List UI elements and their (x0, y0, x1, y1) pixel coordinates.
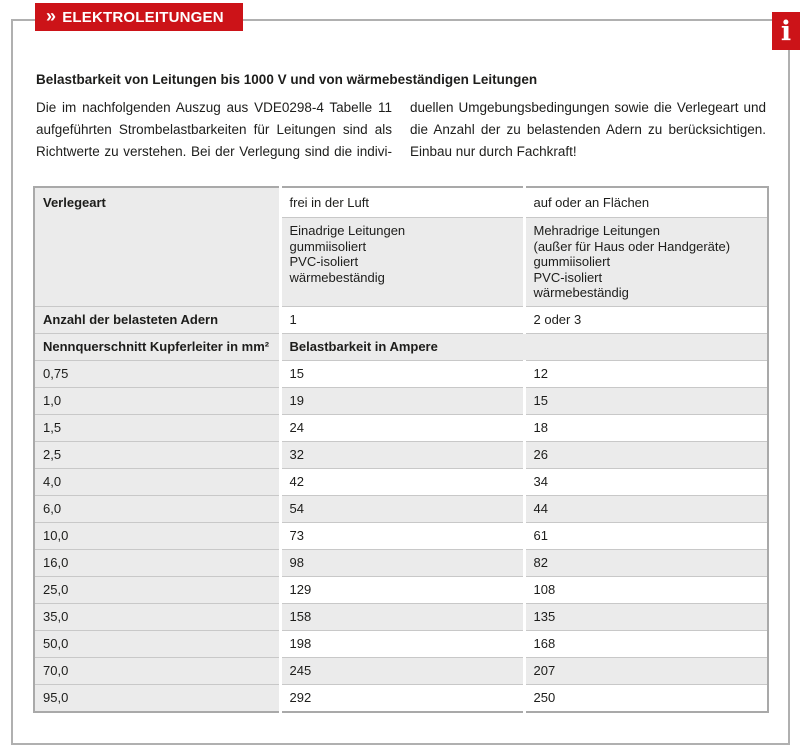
querschnitt-cell: 6,0 (34, 495, 280, 522)
table-row (34, 657, 768, 684)
flaechen-value-cell: 250 (524, 684, 768, 712)
table-row (34, 549, 768, 576)
intro-line: Einbau nur durch Fachkraft! (410, 144, 577, 159)
table-row (34, 630, 768, 657)
frei-value-cell: 24 (280, 414, 524, 441)
flaechen-value-cell: 26 (524, 441, 768, 468)
table-row-spaltenkoepfe (34, 333, 768, 360)
frei-value-cell: 98 (280, 549, 524, 576)
table-row (34, 441, 768, 468)
chevron-right-icon: » (46, 6, 57, 26)
flaechen-value-cell: 168 (524, 630, 768, 657)
adern-label-cell: Anzahl der belasteten Adern (34, 306, 280, 333)
querschnitt-cell: 4,0 (34, 468, 280, 495)
querschnitt-cell: 1,0 (34, 387, 280, 414)
flaechen-header-cell: auf oder an Flächen (524, 187, 768, 218)
page-content (33, 72, 767, 713)
type-line: PVC-isoliert (533, 269, 603, 285)
frei-value-cell: 15 (280, 360, 524, 387)
intro-line: Die im nachfolgenden Auszug aus VDE0298-4 Tabelle 11 (36, 100, 392, 115)
adern-flaechen-cell: 2 oder 3 (524, 306, 768, 333)
type-line: gummiisoliert (533, 254, 611, 269)
ampere-label-cell: Belastbarkeit in Ampere (280, 333, 768, 360)
querschnitt-cell: 25,0 (34, 576, 280, 603)
querschnitt-cell: 10,0 (34, 522, 280, 549)
type-line: Mehradrige Leitungen (533, 223, 660, 238)
querschnitt-cell: 95,0 (34, 684, 280, 712)
table-row (34, 576, 768, 603)
table-row (34, 414, 768, 441)
intro-line: die Anzahl der zu belastenden Adern zu berücksichtigen. (410, 122, 766, 137)
flaechen-value-cell: 135 (524, 603, 768, 630)
intro-paragraph (36, 97, 767, 163)
flaechen-value-cell: 18 (524, 414, 768, 441)
querschnitt-label-cell: Nennquerschnitt Kupferleiter in mm² (34, 333, 280, 360)
adern-frei-cell: 1 (280, 306, 524, 333)
section-header (35, 3, 243, 31)
querschnitt-cell: 35,0 (34, 603, 280, 630)
table-row (34, 684, 768, 712)
flaechen-value-cell: 15 (524, 387, 768, 414)
flaechen-value-cell: 61 (524, 522, 768, 549)
load-capacity-table (33, 186, 769, 713)
flaechen-types-cell (524, 218, 768, 307)
flaechen-value-cell: 12 (524, 360, 768, 387)
frei-value-cell: 158 (280, 603, 524, 630)
frei-value-cell: 19 (280, 387, 524, 414)
table-row-adern (34, 306, 768, 333)
type-line: wärmebeständig (289, 269, 385, 285)
intro-line: Richtwerte zu verstehen. Bei der Verlegung sind die indivi- (36, 144, 392, 159)
table-row (34, 495, 768, 522)
intro-line: aufgeführten Strombelastbarkeiten für Leitungen sind als (36, 122, 392, 137)
frei-header-cell: frei in der Luft (280, 187, 524, 218)
info-icon: i (772, 12, 800, 50)
intro-line: duellen Umgebungsbedingungen sowie die Verlegeart und (410, 100, 766, 115)
intro-heading: Belastbarkeit von Leitungen bis 1000 V und von wärmebeständigen Leitungen (36, 72, 538, 87)
frei-value-cell: 32 (280, 441, 524, 468)
table-row (34, 522, 768, 549)
querschnitt-cell: 1,5 (34, 414, 280, 441)
frei-value-cell: 198 (280, 630, 524, 657)
table-row-verlegeart (34, 187, 768, 218)
flaechen-value-cell: 34 (524, 468, 768, 495)
frei-value-cell: 73 (280, 522, 524, 549)
frei-value-cell: 42 (280, 468, 524, 495)
flaechen-value-cell: 82 (524, 549, 768, 576)
flaechen-value-cell: 44 (524, 495, 768, 522)
frei-value-cell: 129 (280, 576, 524, 603)
type-line: gummiisoliert (289, 238, 367, 254)
type-line: Einadrige Leitungen (289, 223, 406, 238)
querschnitt-cell: 2,5 (34, 441, 280, 468)
flaechen-value-cell: 108 (524, 576, 768, 603)
frei-types-cell (280, 218, 524, 307)
intro-right-column (410, 97, 766, 163)
type-line: wärmebeständig (533, 285, 629, 300)
table-row (34, 387, 768, 414)
type-line: (außer für Haus oder Handgeräte) (533, 238, 731, 254)
frei-value-cell: 292 (280, 684, 524, 712)
type-line: PVC-isoliert (289, 254, 359, 269)
verlegeart-header-cell: Verlegeart (34, 187, 280, 306)
frei-value-cell: 245 (280, 657, 524, 684)
querschnitt-cell: 50,0 (34, 630, 280, 657)
frei-value-cell: 54 (280, 495, 524, 522)
table-row (34, 603, 768, 630)
table-row (34, 468, 768, 495)
querschnitt-cell: 70,0 (34, 657, 280, 684)
section-title: ELEKTROLEITUNGEN (62, 8, 224, 26)
querschnitt-cell: 16,0 (34, 549, 280, 576)
flaechen-value-cell: 207 (524, 657, 768, 684)
table-row (34, 360, 768, 387)
intro-left-column (36, 97, 392, 163)
querschnitt-cell: 0,75 (34, 360, 280, 387)
